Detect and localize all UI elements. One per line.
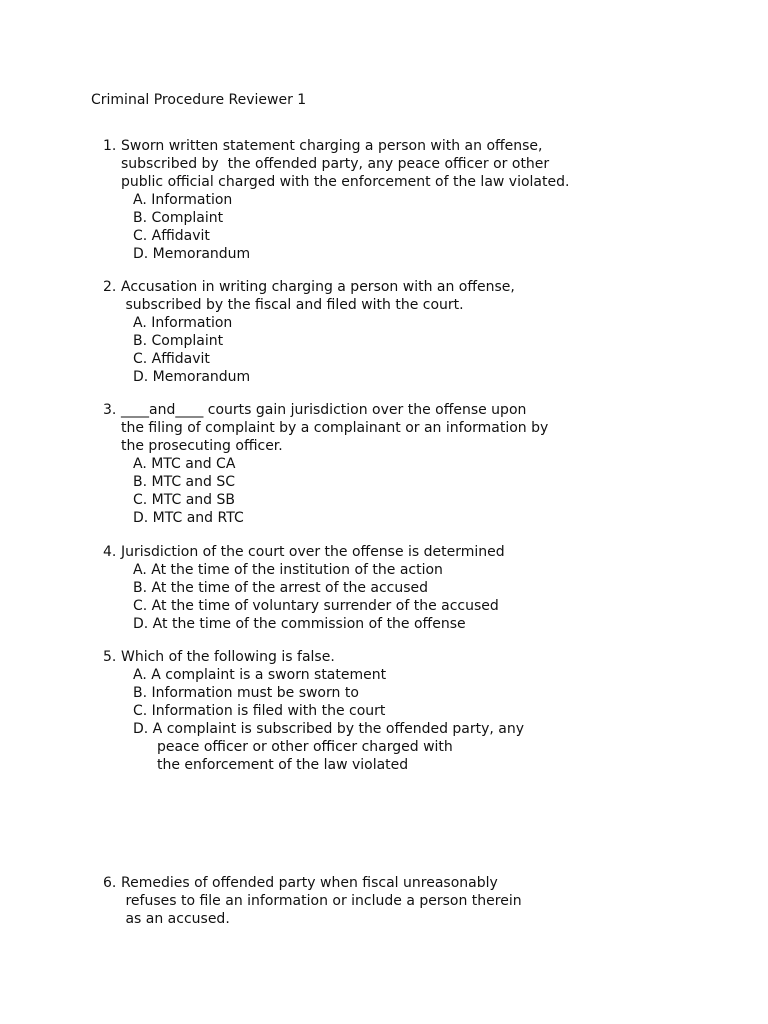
answer-option: C. Affidavit (133, 351, 210, 367)
answer-option: D. Memorandum (133, 246, 251, 262)
answer-option: D. MTC and RTC (133, 510, 244, 526)
answer-option: B. Complaint (133, 210, 224, 226)
answer-option: A. MTC and CA (133, 456, 236, 472)
question-text-line: Accusation in writing charging a person with an offense, (121, 279, 515, 295)
answer-option: A. A complaint is a sworn statement (133, 667, 387, 683)
question-number: 4. (103, 544, 117, 560)
question-number: 5. (103, 649, 117, 665)
question-text-line: ____and____ courts gain jurisdiction over the offense upon (121, 402, 527, 418)
question-number: 3. (103, 402, 117, 418)
question-number: 1. (103, 138, 117, 154)
answer-option: A. Information (133, 315, 233, 331)
answer-option-continuation: peace officer or other officer charged with (157, 739, 453, 755)
question-text-line: public official charged with the enforcement of the law violated. (121, 174, 570, 190)
question-text-line: Sworn written statement charging a person with an offense, (121, 138, 543, 154)
answer-option: D. Memorandum (133, 369, 251, 385)
question-text-line: subscribed by the offended party, any peace officer or other (121, 156, 550, 172)
question-number: 2. (103, 279, 117, 295)
question-text-line: Jurisdiction of the court over the offense is determined (121, 544, 505, 560)
answer-option: B. Complaint (133, 333, 224, 349)
answer-option: D. At the time of the commission of the offense (133, 616, 466, 632)
question-text-line: as an accused. (121, 911, 230, 927)
answer-option: C. Information is filed with the court (133, 703, 386, 719)
question-text-line: refuses to file an information or include a person therein (121, 893, 522, 909)
question-number: 6. (103, 875, 117, 891)
answer-option: C. MTC and SB (133, 492, 235, 508)
answer-option: B. At the time of the arrest of the accused (133, 580, 429, 596)
answer-option: A. Information (133, 192, 233, 208)
answer-option: C. At the time of voluntary surrender of the accused (133, 598, 499, 614)
answer-option: B. MTC and SC (133, 474, 235, 490)
question-text-line: subscribed by the fiscal and filed with the court. (121, 297, 464, 313)
question-text-line: the prosecuting officer. (121, 438, 283, 454)
answer-option-continuation: the enforcement of the law violated (157, 757, 409, 773)
question-text-line: the filing of complaint by a complainant or an information by (121, 420, 549, 436)
answer-option: D. A complaint is subscribed by the offended party, any (133, 721, 525, 737)
answer-option: B. Information must be sworn to (133, 685, 359, 701)
question-text-line: Which of the following is false. (121, 649, 335, 665)
question-text-line: Remedies of offended party when fiscal unreasonably (121, 875, 498, 891)
document-title: Criminal Procedure Reviewer 1 (91, 92, 307, 108)
answer-option: A. At the time of the institution of the action (133, 562, 443, 578)
answer-option: C. Affidavit (133, 228, 210, 244)
